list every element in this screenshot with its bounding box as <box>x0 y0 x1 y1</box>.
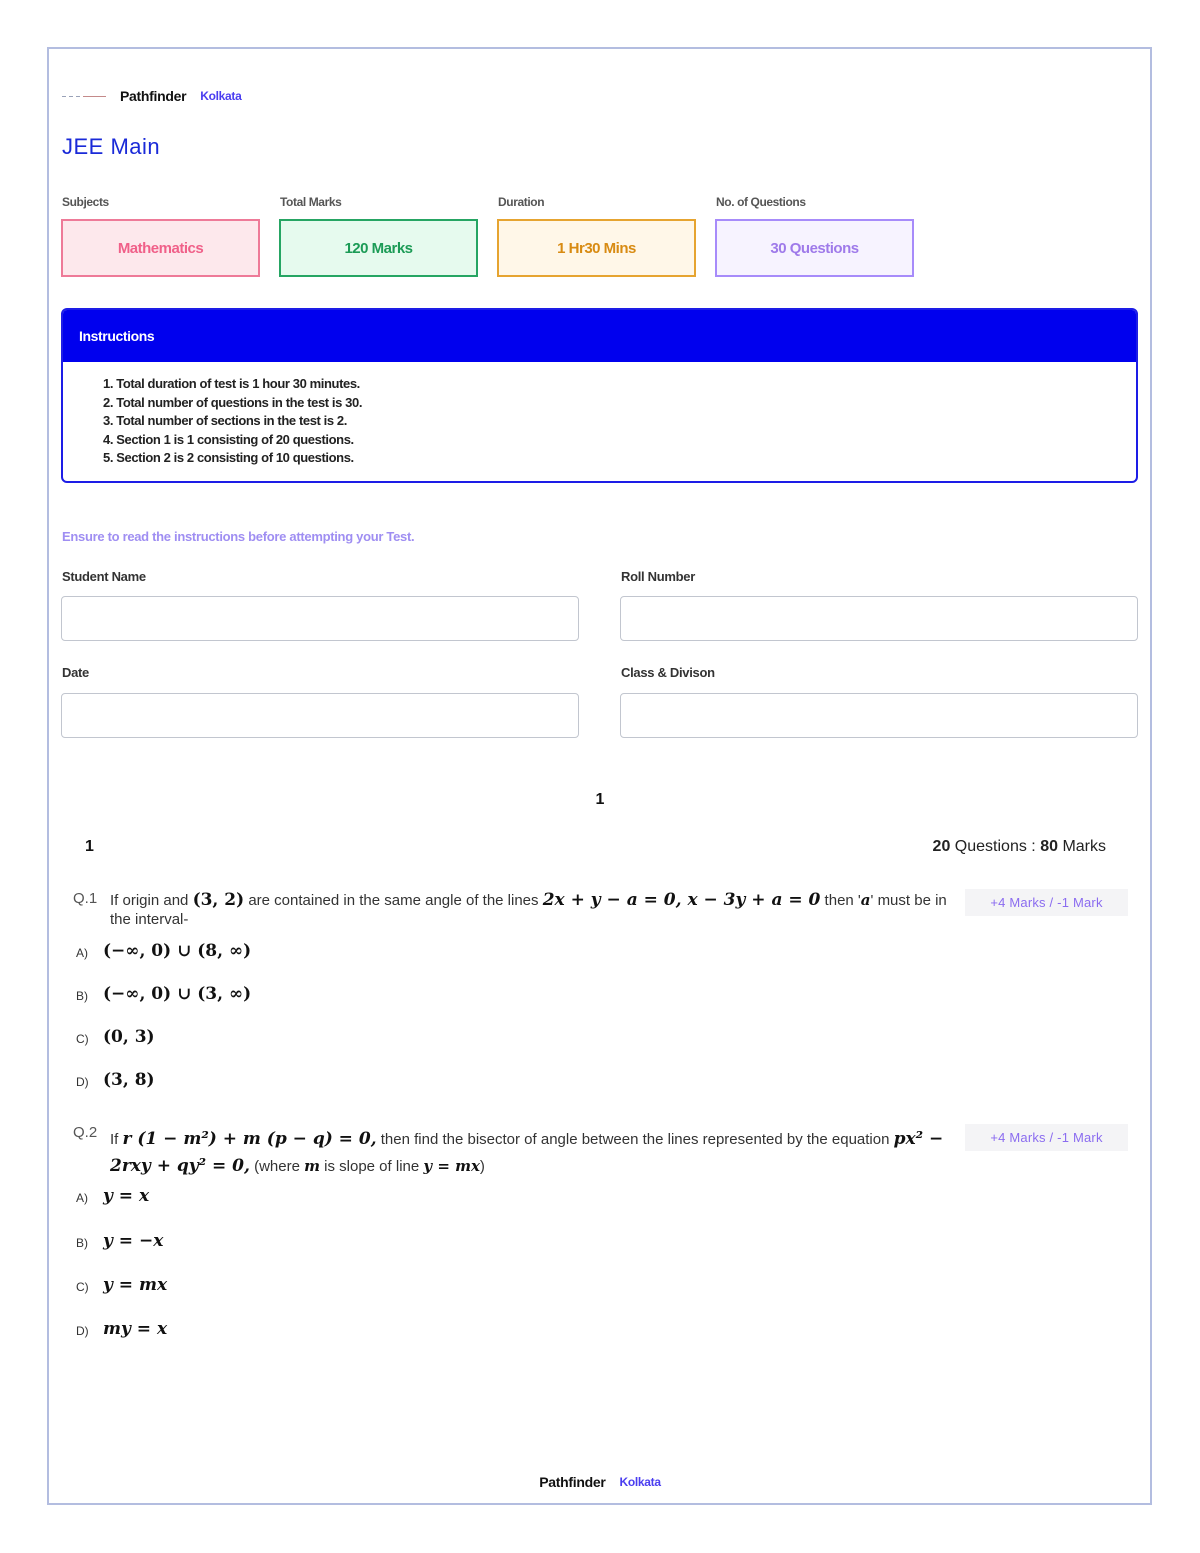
footer-brand-name: Pathfinder <box>539 1474 606 1490</box>
instruction-item: 3. Total number of sections in the test is 2. <box>103 413 347 428</box>
date-input[interactable] <box>61 693 579 738</box>
question-text-part: If <box>110 1131 123 1148</box>
section-questions-count: 20 <box>932 838 951 855</box>
header-brand <box>62 88 241 104</box>
question-text-part: ' must be in the interval- <box>110 892 947 928</box>
marks-chip: +4 Marks / -1 Mark <box>965 889 1128 916</box>
section-number: 1 <box>595 791 605 808</box>
option-letter: D) <box>76 1324 89 1338</box>
option-letter: C) <box>76 1280 89 1294</box>
instruction-item: 5. Section 2 is 2 consisting of 10 questions. <box>103 450 354 465</box>
question-label: Q.1 <box>73 890 98 907</box>
total-marks-badge: 120 Marks <box>279 219 478 277</box>
read-instructions-note: Ensure to read the instructions before attempting your Test. <box>62 529 415 544</box>
footer-brand-city: Kolkata <box>619 1475 661 1489</box>
section-questions-word: Questions : <box>954 838 1036 855</box>
duration-badge: 1 Hr30 Mins <box>497 219 696 277</box>
instruction-item: 1. Total duration of test is 1 hour 30 minutes. <box>103 376 360 391</box>
question-label: Q.2 <box>73 1124 98 1141</box>
option-letter: B) <box>76 1236 88 1250</box>
option-letter: B) <box>76 989 88 1003</box>
question-text-part: then find the bisector of angle between the lines represented by the equation <box>376 1131 894 1148</box>
section-marks-word: Marks <box>1062 838 1106 855</box>
option-value[interactable]: (−∞, 0) ∪ (3, ∞) <box>103 984 252 1004</box>
section-marks-count: 80 <box>1040 838 1058 855</box>
duration-label: Duration <box>498 195 545 209</box>
question-text-part: ) <box>479 1158 485 1175</box>
instructions-title: Instructions <box>63 310 1136 362</box>
student-name-input[interactable] <box>61 596 579 641</box>
roll-number-input[interactable] <box>620 596 1138 641</box>
instructions-panel <box>61 308 1138 483</box>
option-letter: A) <box>76 1191 88 1205</box>
question-math: px² − 2rxy + qy² = 0, <box>110 1129 944 1176</box>
option-letter: C) <box>76 1032 89 1046</box>
section-name: 1 <box>85 838 94 855</box>
questions-count-badge: 30 Questions <box>715 219 914 277</box>
date-label: Date <box>62 665 89 680</box>
section-summary <box>933 838 1106 856</box>
option-value[interactable]: (−∞, 0) ∪ (8, ∞) <box>103 941 252 961</box>
option-value[interactable]: y = −x <box>103 1231 164 1251</box>
marks-chip: +4 Marks / -1 Mark <box>965 1124 1128 1151</box>
option-value[interactable]: (3, 8) <box>103 1070 155 1090</box>
question-math: r (1 − m²) + m (p − q) = 0, <box>122 1129 377 1149</box>
option-value[interactable]: my = x <box>103 1319 168 1339</box>
class-division-input[interactable] <box>620 693 1138 738</box>
roll-number-label: Roll Number <box>621 569 695 584</box>
question-math: m <box>304 1157 320 1175</box>
option-letter: A) <box>76 946 88 960</box>
exam-title: JEE Main <box>62 134 161 159</box>
question-text-part: are contained in the same angle of the lines <box>244 892 543 909</box>
question-text <box>110 1126 950 1180</box>
option-value[interactable]: y = mx <box>103 1275 168 1295</box>
brand-city: Kolkata <box>200 89 242 103</box>
option-value[interactable]: y = x <box>103 1186 150 1206</box>
question-math: y = mx <box>423 1157 480 1175</box>
question-text-part: (where <box>249 1158 305 1175</box>
instruction-item: 2. Total number of questions in the test is 30. <box>103 394 363 410</box>
question-text-part: If origin and <box>110 892 193 909</box>
questions-count-label: No. of Questions <box>716 195 806 209</box>
question-math: a <box>860 891 871 909</box>
instruction-item: 4. Section 1 is 1 consisting of 20 questions. <box>103 431 354 447</box>
brand-name: Pathfinder <box>120 88 187 104</box>
total-marks-label: Total Marks <box>280 195 342 209</box>
option-letter: D) <box>76 1075 89 1089</box>
footer-brand <box>0 1474 1200 1490</box>
subjects-badge: Mathematics <box>61 219 260 277</box>
question-text <box>110 891 950 929</box>
subjects-label: Subjects <box>62 195 109 209</box>
option-value[interactable]: (0, 3) <box>103 1027 155 1047</box>
class-division-label: Class & Divison <box>621 665 715 680</box>
question-math: (3, 2) <box>192 890 245 910</box>
question-math: 2x + y − a = 0, x − 3y + a = 0 <box>542 890 821 910</box>
question-text-part: is slope of line <box>319 1158 424 1175</box>
question-text-part: then ' <box>820 892 861 909</box>
logo-icon <box>62 96 106 97</box>
student-name-label: Student Name <box>62 569 146 584</box>
instructions-list <box>63 362 1136 468</box>
